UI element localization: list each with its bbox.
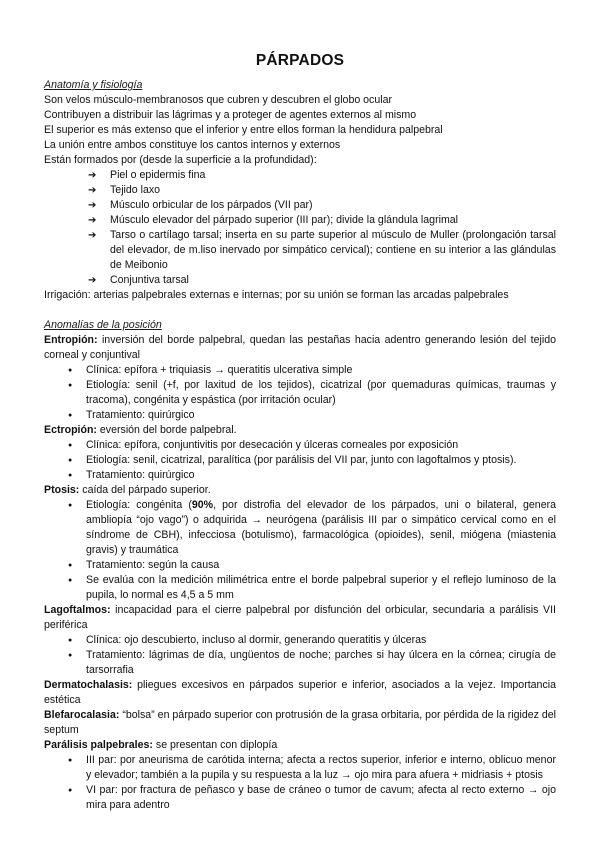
anatomy-line: Contribuyen a distribuir las lágrimas y a proteger de agentes externos al mismo: [44, 109, 417, 121]
lagoftalmos-list: [44, 633, 556, 678]
ectropion-desc: eversión del borde palpebral.: [96, 424, 237, 436]
anatomy-line: Están formados por (desde la superficie a la profundidad):: [44, 154, 317, 166]
list-item: ● Clínica: epífora, conjuntivitis por desecación y úlceras corneales por exposición: [66, 438, 556, 453]
list-item: ● Se evalúa con la medición milimétrica entre el borde palpebral superior y el reflejo luminoso de la pupila, lo normal es 4,5 a 5 mm: [66, 573, 556, 603]
list-item: ➔ Tarso o cartílago tarsal; inserta en su parte superior al músculo de Muller (prolongación tarsal del elevador, de m.liso inervado por simpático cervical); contiene en su interior a las glándulas de Meibonio: [88, 228, 556, 273]
irrigation-line: Irrigación: arterias palpebrales externas e internas; por su unión se forman las arcadas palpebrales: [44, 289, 509, 301]
blefarocalasia-paragraph: [44, 708, 556, 738]
list-item: ● Tratamiento: quirúrgico: [66, 408, 556, 423]
dermatochalasis-desc: pliegues excesivos en párpados superior e inferior, asociados a la vejez. Importancia estética: [44, 679, 556, 706]
ectropion-list: [44, 438, 556, 483]
list-item: ● Etiología: senil (+f, por laxitud de los tejidos), cicatrizal (por quemaduras químicas, traumas y tracoma), congénita y espástica (por irritación ocular): [66, 378, 556, 408]
paralisis-term: Parálisis palpebrales:: [44, 739, 153, 751]
anatomy-line: Son velos músculo-membranosos que cubren y descubren el globo ocular: [44, 94, 393, 106]
list-item: ➔ Músculo elevador del párpado superior (III par); divide la glándula lagrimal: [88, 213, 556, 228]
section-heading-anomalies: Anomalías de la posición: [44, 319, 162, 331]
lagoftalmos-term: Lagoftalmos:: [44, 604, 111, 616]
section-heading-anatomy: Anatomía y fisiología: [44, 79, 143, 91]
lagoftalmos-desc: incapacidad para el cierre palpebral por disfunción del orbicular, secundaria a parálisis VII periférica: [44, 604, 556, 631]
ptosis-etiology-prefix: Etiología: congénita (: [86, 499, 192, 511]
list-item: ● Tratamiento: lágrimas de día, ungüentos de noche; parches si hay úlcera en la córnea; cirugía de tarsorrafia: [66, 648, 556, 678]
entropion-term: Entropión:: [44, 334, 98, 346]
list-item: ● Etiología: senil, cicatrizal, paralítica (por parálisis del VII par, junto con lagoftalmos y ptosis).: [66, 453, 556, 468]
blefarocalasia-desc: “bolsa” en párpado superior con protrusión de la grasa orbitaria, por pérdida de la rigidez del septum: [44, 709, 556, 736]
list-item: ● Tratamiento: según la causa: [66, 558, 556, 573]
ptosis-etiology-percent: 90%: [191, 499, 214, 511]
paralisis-desc: se presentan con diplopía: [152, 739, 278, 751]
anatomy-line: La unión entre ambos constituye los cantos internos y externos: [44, 139, 341, 151]
ectropion-term: Ectropión:: [44, 424, 97, 436]
ptosis-paragraph: [44, 483, 556, 498]
ectropion-paragraph: [44, 423, 556, 438]
list-item: ● VI par: por fractura de peñasco y base de cráneo o tumor de cavum; afecta al recto externo → ojo mira para adentro: [66, 783, 556, 813]
blefarocalasia-term: Blefarocalasia:: [44, 709, 120, 721]
list-item: ● Clínica: epífora + triquiasis → queratitis ulcerativa simple: [66, 363, 556, 378]
paralisis-list: [44, 753, 556, 813]
list-item: ➔ Conjuntiva tarsal: [88, 273, 556, 288]
page-title: PÁRPADOS: [255, 52, 345, 69]
list-item: ● Tratamiento: quirúrgico: [66, 468, 556, 483]
list-item: ● III par: por aneurisma de carótida interna; afecta a rectos superior, inferior e interno, oblicuo menor y elevador; también a la pupila y su respuesta a la luz → ojo mira para afuera + midriasis + ptosis: [66, 753, 556, 783]
ptosis-term: Ptosis:: [44, 484, 80, 496]
list-item: [66, 498, 556, 558]
layers-list: [44, 168, 556, 288]
entropion-list: [44, 363, 556, 423]
list-item: ● Clínica: ojo descubierto, incluso al dormir, generando queratitis y úlceras: [66, 633, 556, 648]
list-item: ➔ Piel o epidermis fina: [88, 168, 556, 183]
ptosis-etiology-rest: , por distrofia del elevador de los párpados, uni o bilateral, genera ambliopía “ojo vago”) o adquirida → neurógena (parálisis III par o simpático cervical como en el síndrome de CBH), infecciosa (botulismo), farmacológica (opioides), senil, miógena (miastenia gravis) y traumática: [86, 499, 557, 556]
lagoftalmos-paragraph: [44, 603, 556, 633]
anatomy-line: El superior es más extenso que el inferior y entre ellos forman la hendidura palpebral: [44, 124, 443, 136]
ptosis-desc: caída del párpado superior.: [79, 484, 211, 496]
paralisis-paragraph: [44, 738, 556, 753]
list-item: ➔ Tejido laxo: [88, 183, 556, 198]
dermatochalasis-paragraph: [44, 678, 556, 708]
entropion-desc: inversión del borde palpebral, quedan las pestañas hacia adentro generando lesión del tejido corneal y conjuntival: [44, 334, 556, 361]
dermatochalasis-term: Dermatochalasis:: [44, 679, 133, 691]
ptosis-list: [44, 498, 556, 603]
list-item: ➔ Músculo orbicular de los párpados (VII par): [88, 198, 556, 213]
entropion-paragraph: [44, 333, 556, 363]
